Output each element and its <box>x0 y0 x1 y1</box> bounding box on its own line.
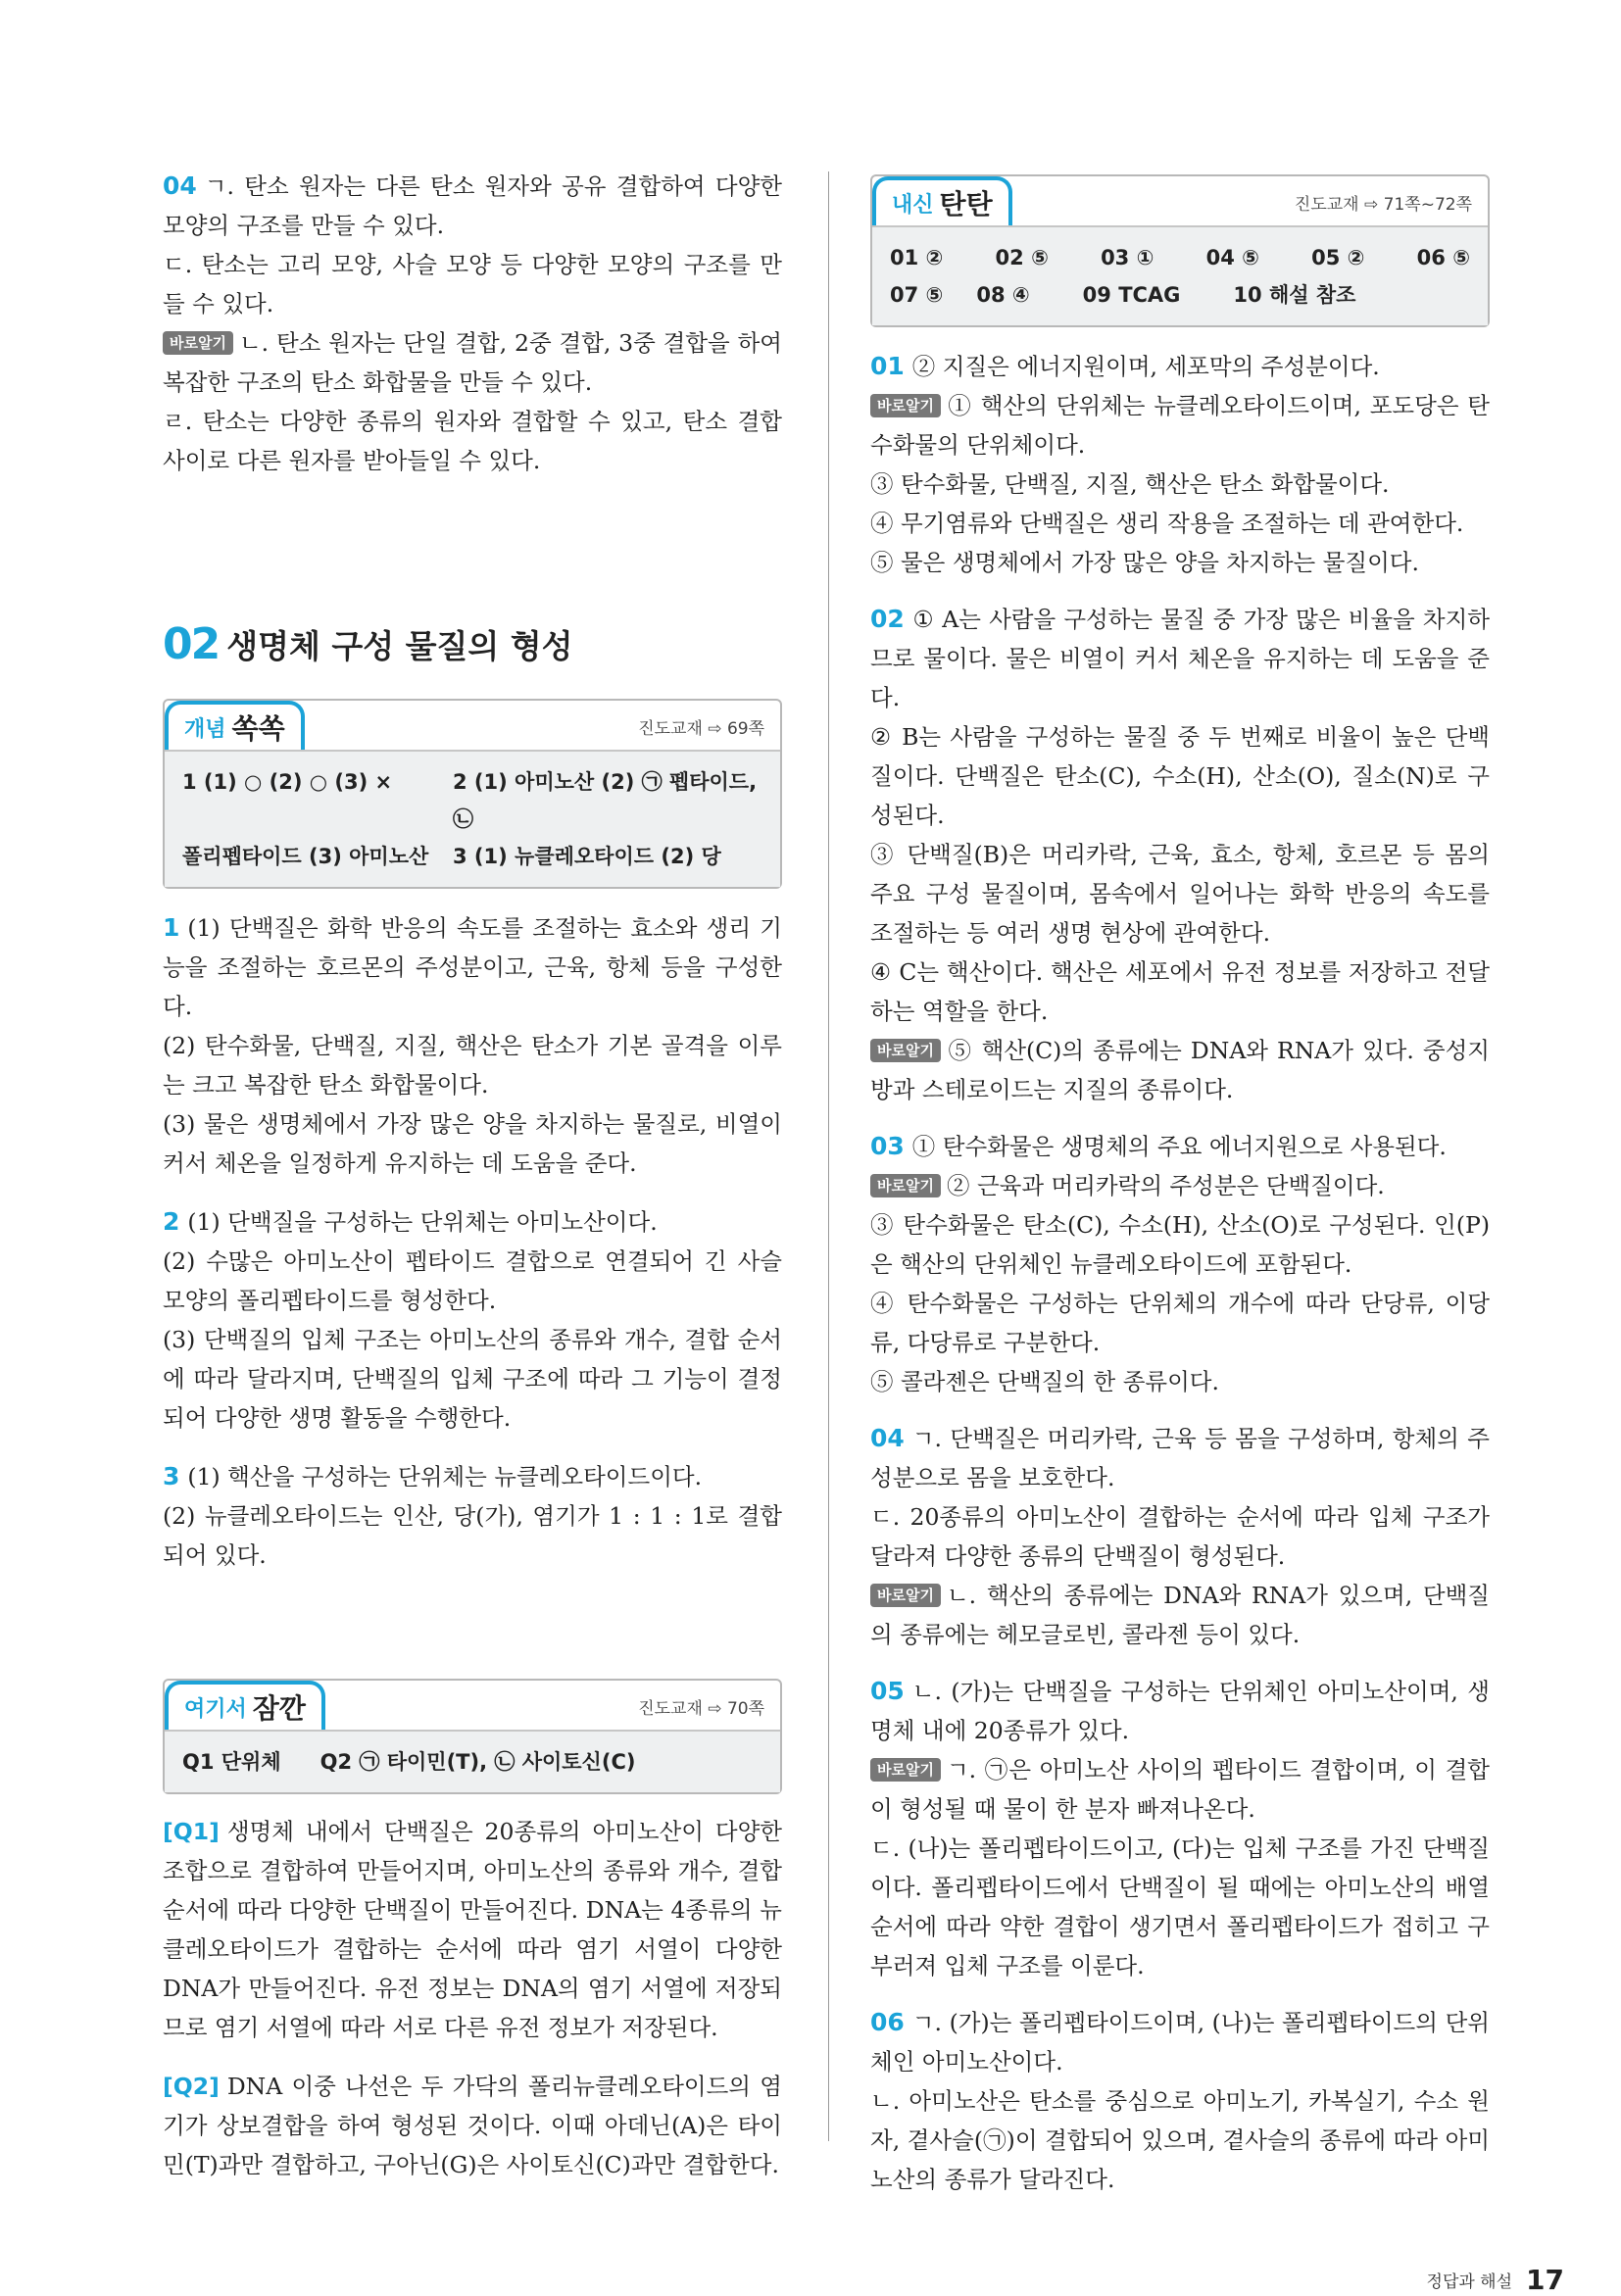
answer-01: 01 ② 지질은 에너지원이며, 세포막의 주성분이다. 바로알기 ① 핵산의 단위체는 뉴클레오타이드이며, 포도당은 탄수화물의 단위체이다. ③ 탄수화물, 단백질, 지질, 핵산은 탄소 화합물이다. ④ 무기염류와 단백질은 생리 작용을 조절하는 데 관여한다. ⑤ 물은 생명체에서 가장 많은 양을 차지하는 물질이다. <box>870 352 1490 576</box>
here-box-tab: 여기서 잠깐 <box>165 1681 325 1730</box>
footer-label: 정답과 해설 <box>1426 2272 1513 2292</box>
textbook-reference: 진도교재 ⇨ 69쪽 <box>638 719 764 739</box>
concept-answer-1: 1 (1) 단백질은 화학 반응의 속도를 조절하는 효소와 생리 기능을 조절하는 호르몬의 주성분이고, 근육, 항체 등을 구성한다. (2) 탄수화물, 단백질, 지질, 핵산은 탄소가 기본 골격을 이루는 크고 복잡한 탄소 화합물이다. (3) 물은 생명체에서 가장 많은 양을 차지하는 물질로, 비열이 커서 체온을 일정하게 유지하는 데 도움을 준다. <box>163 913 782 1177</box>
page-footer <box>1427 2264 1564 2296</box>
here-box-answers: Q1 단위체 Q2 ㉠ 타이민(T), ㉡ 사이토신(C) <box>165 1730 780 1792</box>
concept-box-tab: 개념 쏙쏙 <box>165 701 305 750</box>
correction-tag: 바로알기 <box>870 1039 941 1062</box>
textbook-reference: 진도교재 ⇨ 70쪽 <box>638 1699 764 1719</box>
concept-box-answers: 1 (1) ○ (2) ○ (3) × 2 (1) 아미노산 (2) ㉠ 펩타이드, ㉡ 폴리펩타이드 (3) 아미노산 3 (1) 뉴클레오타이드 (2) 당 <box>165 750 780 887</box>
answer-02: 02 ① A는 사람을 구성하는 물질 중 가장 많은 비율을 차지하므로 물이다. 물은 비열이 커서 체온을 유지하는 데 도움을 준다. ② B는 사람을 구성하는 물질 중 두 번째로 비율이 높은 단백질이다. 단백질은 탄소(C), 수소(H), 산소(O), 질소(N)로 구성된다. ③ 단백질(B)은 머리카락, 근육, 효소, 항체, 호르몬 등 몸의 주요 구성 물질이며, 몸속에서 일어나는 화학 반응의 속도를 조절하는 등 여러 생명 현상에 관여한다. ④ C는 핵산이다. 핵산은 세포에서 유전 정보를 저장하고 전달하는 역할을 한다. 바로알기 ⑤ 핵산(C)의 종류에는 DNA와 RNA가 있다. 중성지방과 스테로이드는 지질의 종류이다. <box>870 605 1490 1103</box>
concept-answer-2: 2 (1) 단백질을 구성하는 단위체는 아미노산이다. (2) 수많은 아미노산이 펩타이드 결합으로 연결되어 긴 사슬 모양의 폴리펩타이드를 형성한다. (3) 단백질의 입체 구조는 아미노산의 종류와 개수, 결합 순서에 따라 달라지며, 단백질의 입체 구조에 따라 그 기능이 결정되어 다양한 생명 활동을 수행한다. <box>163 1207 782 1432</box>
answer-04: 04 ㄱ. 단백질은 머리카락, 근육 등 몸을 구성하며, 항체의 주성분으로 몸을 보호한다. ㄷ. 20종류의 아미노산이 결합하는 순서에 따라 입체 구조가 달라져 다양한 종류의 단백질이 형성된다. 바로알기 ㄴ. 핵산의 종류에는 DNA와 RNA가 있으며, 단백질의 종류에는 헤모글로빈, 콜라젠 등이 있다. <box>870 1424 1490 1648</box>
section-heading <box>163 619 782 669</box>
left-column <box>163 167 782 2184</box>
test-box <box>870 174 1490 327</box>
page-number: 17 <box>1526 2264 1564 2296</box>
correction-tag: 바로알기 <box>870 1758 941 1782</box>
answer-03: 03 ① 탄수화물은 생명체의 주요 에너지원으로 사용된다. 바로알기 ② 근육과 머리카락의 주성분은 단백질이다. ③ 탄수화물은 탄소(C), 수소(H), 산소(O)로 구성된다. 인(P)은 핵산의 단위체인 뉴클레오타이드에 포함된다. ④ 탄수화물은 구성하는 단위체의 개수에 따라 단당류, 이당류, 다당류로 구분한다. ⑤ 콜라젠은 단백질의 한 종류이다. <box>870 1132 1490 1395</box>
test-box-tab: 내신 탄탄 <box>872 176 1012 225</box>
correction-tag: 바로알기 <box>870 1584 941 1607</box>
correction-tag: 바로알기 <box>870 394 941 417</box>
correction-tag: 바로알기 <box>870 1174 941 1197</box>
answer-06: 06 ㄱ. (가)는 폴리펩타이드이며, (나)는 폴리펩타이드의 단위체인 아미노산이다. ㄴ. 아미노산은 탄소를 중심으로 아미노기, 카복실기, 수소 원자, 곁사슬(㉠)이 결합되어 있으며, 곁사슬의 종류에 따라 아미노산의 종류가 달라진다. <box>870 2008 1490 2193</box>
textbook-reference: 진도교재 ⇨ 71쪽~72쪽 <box>1294 195 1472 215</box>
concept-answer-3: 3 (1) 핵산을 구성하는 단위체는 뉴클레오타이드이다. (2) 뉴클레오타이드는 인산, 당(가), 염기가 1 : 1 : 1로 결합되어 있다. <box>163 1462 782 1569</box>
question-number: 04 <box>163 171 197 200</box>
test-box-answers: 01 ② 02 ⑤ 03 ① 04 ⑤ 05 ② 06 ⑤ 07 ⑤ 08 ④ 09 TCAG 10 해설 참조 <box>872 225 1488 325</box>
correction-tag: 바로알기 <box>163 331 233 355</box>
right-column <box>870 167 1490 2199</box>
answer-05: 05 ㄴ. (가)는 단백질을 구성하는 단위체인 아미노산이며, 생명체 내에 20종류가 있다. 바로알기 ㄱ. ㉠은 아미노산 사이의 펩타이드 결합이며, 이 결합이 형성될 때 물이 한 분자 빠져나온다. ㄷ. (나)는 폴리펩타이드이고, (다)는 입체 구조를 가진 단백질이다. 폴리펩타이드에서 단백질이 될 때에는 아미노산의 배열 순서에 따라 약한 결합이 생기면서 폴리펩타이드가 접히고 구부러져 입체 구조를 이룬다. <box>870 1677 1490 1979</box>
column-divider <box>828 171 829 2141</box>
section-number: 02 <box>163 619 220 669</box>
q1-explanation: [Q1] 생명체 내에서 단백질은 20종류의 아미노산이 다양한 조합으로 결합하여 만들어지며, 아미노산의 종류와 개수, 결합 순서에 따라 다양한 단백질이 만들어진다. DNA는 4종류의 뉴클레오타이드가 결합하는 순서에 따라 염기 서열이 다양한 DNA가 만들어진다. 유전 정보는 DNA의 염기 서열에 저장되므로 염기 서열에 따라 서로 다른 유전 정보가 저장된다. <box>163 1818 782 2041</box>
here-box <box>163 1679 782 1794</box>
section-title: 생명체 구성 물질의 형성 <box>226 627 573 665</box>
answer-04-left: 04 ㄱ. 탄소 원자는 다른 탄소 원자와 공유 결합하여 다양한 모양의 구조를 만들 수 있다. ㄷ. 탄소는 고리 모양, 사슬 모양 등 다양한 모양의 구조를 만들 수 있다. 바로알기 ㄴ. 탄소 원자는 단일 결합, 2중 결합, 3중 결합을 하여 복잡한 구조의 탄소 화합물을 만들 수 있다. ㄹ. 탄소는 다양한 종류의 원자와 결합할 수 있고, 탄소 결합 사이로 다른 원자를 받아들일 수 있다. <box>163 171 782 474</box>
concept-box <box>163 699 782 889</box>
q2-explanation: [Q2] DNA 이중 나선은 두 가닥의 폴리뉴클레오타이드의 염기가 상보결합을 하여 형성된 것이다. 이때 아데닌(A)은 타이민(T)과만 결합하고, 구아닌(G)은 사이토신(C)과만 결합한다. <box>163 2073 782 2178</box>
